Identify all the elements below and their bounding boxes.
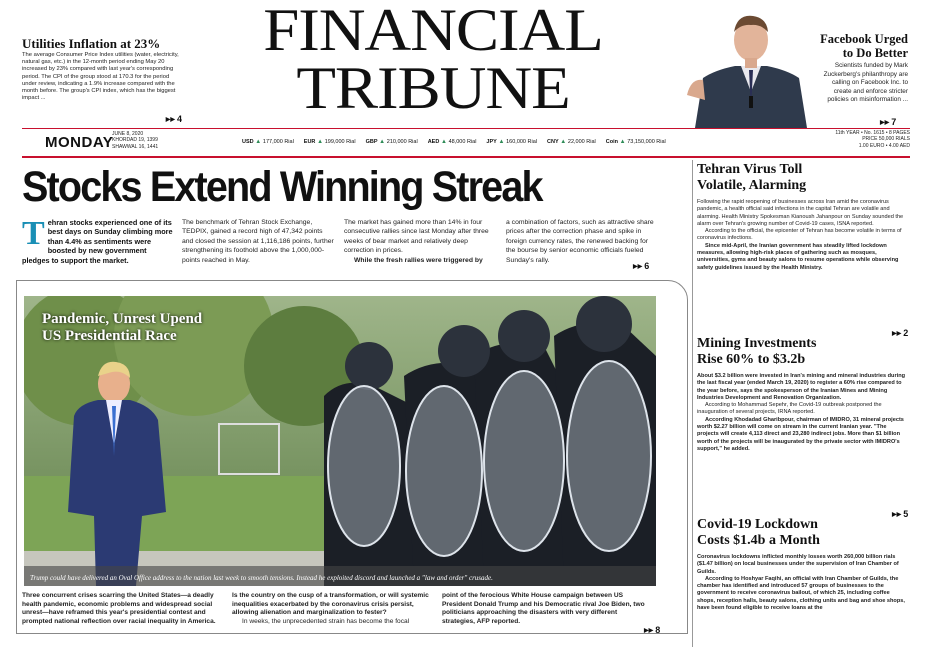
currency-item-eur bbox=[304, 138, 356, 146]
drop-cap: T bbox=[22, 215, 45, 252]
masthead-line2: TRIBUNE bbox=[296, 55, 570, 121]
sidebar-story-3-title-1: Covid-19 Lockdown bbox=[697, 517, 818, 532]
currency-bar bbox=[242, 138, 692, 146]
issue-info: 11th YEAR • No. 1615 • 8 PAGES PRICE 50,000 RIALS 1.00 EURO • 4.00 AED bbox=[835, 130, 910, 149]
lead-col-2: The benchmark of Tehran Stock Exchange, TEDPIX, gained a record high of 47,342 points and closed the session at 1,116,186 points, further strengthening its foothold above the 1,000,000-points reached in May. bbox=[182, 219, 334, 264]
left-teaser-body: The average Consumer Price Index utilities (water, electricity, natural gas, etc.) in the 12-month period ending May 20 increased by 23% compared with last year's corresponding period. The CPI of the group stood at 170.3 for the period under review, indicating a 1.9% increase compared with the month before. The group's CPI index, which has the biggest impact ... bbox=[22, 52, 179, 102]
currency-value: 73,150,000 Rial bbox=[627, 139, 666, 145]
currency-item-cny bbox=[547, 138, 596, 146]
currency-value: 210,000 Rial bbox=[386, 139, 418, 145]
person-photo-icon bbox=[675, 0, 825, 128]
sidebar-story-2[interactable] bbox=[697, 336, 909, 453]
currency-label: GBP bbox=[365, 139, 378, 145]
currency-label: CNY bbox=[547, 139, 559, 145]
lead-col-1: Tehran stocks experienced one of its best days on Sunday climbing more than 4.4% as sentiments were boosted by new government pledges to support the market. bbox=[22, 215, 173, 265]
up-arrow-icon: ▲ bbox=[253, 139, 263, 145]
currency-label: AED bbox=[427, 139, 440, 145]
right-teaser-body: Scientists funded by Mark Zuckerberg's philanthropy are calling on Facebook Inc. to create and enforce stricter policies on misinformation ... bbox=[823, 62, 908, 104]
red-rule bbox=[22, 156, 910, 158]
up-arrow-icon: ▲ bbox=[496, 139, 507, 145]
currency-item-jpy bbox=[486, 138, 537, 146]
photo-caption: Trump could have delivered an Oval Office address to the nation last week to smooth tensions. Instead he exploited discord and launched a "law and order" crusade. bbox=[30, 574, 493, 582]
currency-label: USD bbox=[242, 139, 254, 145]
photo-story-page: ▶▶ 8 bbox=[644, 625, 660, 635]
sidebar-story-1-page: ▶▶ 2 bbox=[892, 328, 908, 338]
currency-value: 160,000 Rial bbox=[506, 139, 537, 145]
left-teaser-page: ▶▶ 4 bbox=[166, 114, 182, 124]
up-arrow-icon: ▲ bbox=[558, 139, 568, 145]
currency-label: JPY bbox=[486, 139, 497, 145]
dateline-day: MONDAY bbox=[45, 134, 114, 151]
left-teaser[interactable] bbox=[22, 36, 182, 127]
sidebar-story-1[interactable] bbox=[697, 162, 909, 272]
sidebar-story-3-body: Coronavirus lockdowns inflicted monthly losses worth 260,000 billion rials ($1.47 billion) on local businesses under the supervision of Iran Chamber of Guilds. According to Hoshyar Faqihi, an official with Iran Chamber of Guilds, the chamber has identified and introduced 57 groups of businesses to the government to receive coronavirus bailout, of which 25, including coffee shops, reception halls, beauty salons, clothing units and bag and shoe shops, have been found eligible to receive loans at the bbox=[697, 554, 905, 612]
currency-item-aed bbox=[428, 138, 477, 146]
currency-label: EUR bbox=[303, 139, 316, 145]
photo-story-col-2: Is the country on the cusp of a transformation, or will systemic inequalities exacerbated by the coronavirus crisis persist, allowing alienation and marginalization to fester? In weeks, the unprecedented strain has become the focal bbox=[232, 592, 429, 625]
right-teaser[interactable] bbox=[788, 32, 908, 60]
currency-value: 22,000 Rial bbox=[567, 139, 596, 145]
up-arrow-icon: ▲ bbox=[439, 139, 449, 145]
facebook-teaser-photo bbox=[675, 0, 825, 128]
masthead bbox=[192, 0, 674, 121]
photo-title[interactable]: Pandemic, Unrest Upend US Presidential Race bbox=[42, 311, 203, 344]
right-teaser-page: ▶▶ 7 bbox=[880, 117, 896, 127]
lead-page: ▶▶ 6 bbox=[633, 261, 649, 271]
sidebar-divider bbox=[692, 160, 693, 647]
currency-item-gbp bbox=[366, 138, 418, 146]
lead-col-4: a combination of factors, such as attractive share prices after the correction phase and spike in foreign currency rates, the renewed backing for the bourse by senior economic officials fueled Sunday's rally. bbox=[506, 219, 654, 264]
sidebar-story-1-body: Following the rapid reopening of businesses across Iran amid the coronavirus pandemic, a health official said infections in the capital Tehran are volatile and alarming. Health Ministry Spokesman Kianoush Jahanpour on Sunday sounded the alarm over Tehran's growing number of Covid-19 cases, ISNA reported. According to the official, the epicenter of Tehran has become volatile in terms of coronavirus infections. Since mid-April, the Iranian government has steadily lifted lockdown measures, allowing high-risk places of gathering such as mosques, universities, gyms and beauty salons to resume operations while observing safety guidelines issued by the Health Ministry. bbox=[697, 199, 904, 271]
sidebar-story-1-title-1: Tehran Virus Toll bbox=[697, 162, 803, 177]
masthead-line1: FINANCIAL bbox=[263, 0, 603, 63]
main-headline[interactable]: Stocks Extend Winning Streak bbox=[22, 163, 542, 211]
right-teaser-title-2: to Do Better bbox=[842, 46, 908, 60]
currency-label: Coin bbox=[605, 139, 618, 145]
currency-value: 199,000 Rial bbox=[324, 139, 356, 145]
photo-story-col-1: Three concurrent crises scarring the United States—a deadly health pandemic, economic problems and widespread social unrest—have reframed this year's presidential contest and prompted national reflection over racial inequality in America. bbox=[22, 592, 216, 625]
currency-item-coin bbox=[606, 138, 666, 146]
lead-col-3: The market has gained more than 14% in four consecutive rallies since last Monday after three weeks of bear market and relatively deep correction in prices. While the fresh rallies were triggered by bbox=[344, 219, 489, 264]
left-teaser-title: Utilities Inflation at 23% bbox=[22, 36, 161, 51]
sidebar-story-2-title-1: Mining Investments bbox=[697, 336, 817, 351]
sidebar-story-2-body: About $3.2 billion were invested in Iran's mining and mineral industries during the last fiscal year (ended March 19, 2020) to register a 60% rise compared to the year before, says the spokesperson of the Iranian Mines and Mining Industries Development and Renovation Organization. According to Mohammad Sepehr, the Covid-19 outbreak postponed the inauguration of several projects, IRNA reported. According Khodadad Gharibpour, chairman of IMIDRO, 31 mineral projects worth $2.27 billion will come on stream in the current Iranian year. "The projects will create 4,113 direct and 23,280 indirect jobs. More than $1 billion worth of the projects will be inaugurated by the private sector with IMIDRO's support," he added. bbox=[697, 373, 906, 452]
currency-value: 177,000 Rial bbox=[262, 139, 294, 145]
up-arrow-icon: ▲ bbox=[377, 139, 387, 145]
photo-story-col-3: point of the ferocious White House campaign between US President Donald Trump and his Democratic rival Joe Biden, two politicians approaching the disasters with very different strategies, AFP reported. bbox=[442, 592, 645, 625]
sidebar-story-3[interactable] bbox=[697, 517, 909, 646]
sidebar-story-2-title-2: Rise 60% to $3.2b bbox=[697, 352, 806, 367]
dateline-dates: JUNE 8, 2020 KHORDAD 19, 1399 SHAWWAL 16, 1441 bbox=[112, 131, 159, 150]
top-rule bbox=[22, 128, 910, 129]
up-arrow-icon: ▲ bbox=[315, 139, 325, 145]
up-arrow-icon: ▲ bbox=[617, 139, 628, 145]
sidebar-story-1-title-2: Volatile, Alarming bbox=[697, 178, 807, 193]
right-teaser-title-1: Facebook Urged bbox=[820, 32, 908, 46]
sidebar-story-2-page: ▶▶ 5 bbox=[892, 509, 908, 519]
currency-item-usd bbox=[242, 138, 294, 146]
sidebar-story-3-title-2: Costs $1.4b a Month bbox=[697, 533, 820, 548]
currency-value: 48,000 Rial bbox=[448, 139, 477, 145]
